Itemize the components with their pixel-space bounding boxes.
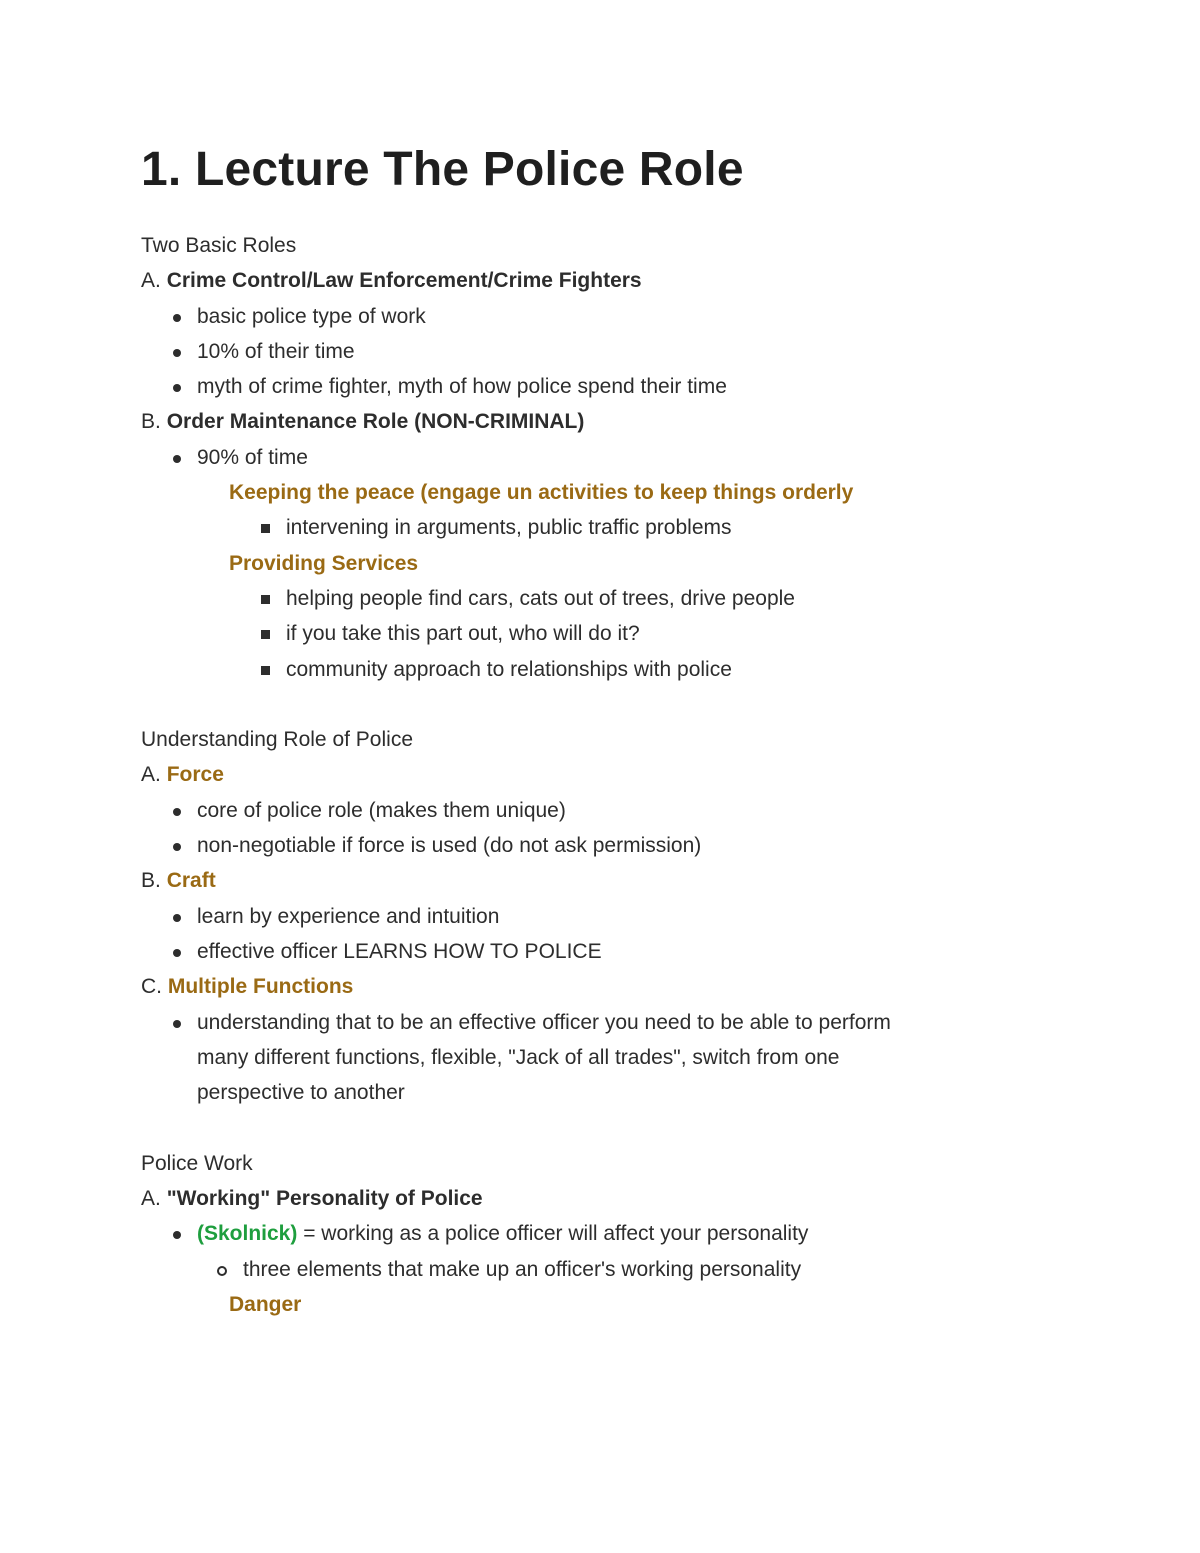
outline-item-b [141,404,1041,439]
list-item [141,1216,1041,1251]
section-heading-police-work: Police Work [141,1151,253,1175]
list-item [141,334,1041,369]
outline-title: "Working" Personality of Police [166,1187,483,1211]
outline-title: Multiple Functions [167,975,354,999]
list-item-text: core of police role (makes them unique) [197,798,566,822]
list-item-continuation: many different functions, flexible, "Jack of all trades", switch from one [197,1045,840,1069]
outline-prefix: C. [141,975,168,999]
outline-item-a [141,263,1041,298]
square-bullet-icon [261,524,270,533]
bullet-icon [173,914,181,922]
spacer [141,1110,1041,1145]
outline-prefix: A. [141,763,167,787]
list-item-text: non-negotiable if force is used (do not ask permission) [197,834,702,858]
outline-prefix: A. [141,269,167,293]
list-item [141,440,1041,475]
list-item [141,1005,1041,1040]
list-item [141,510,1041,545]
list-item [141,899,1041,934]
list-item-text: if you take this part out, who will do it? [286,622,640,646]
list-item [141,828,1041,863]
skolnick-label: (Skolnick) [197,1222,298,1246]
list-item-text: myth of crime fighter, myth of how police spend their time [197,375,727,399]
list-item-text: three elements that make up an officer's working personality [243,1257,802,1281]
square-bullet-icon [261,595,270,604]
list-item-text: helping people find cars, cats out of trees, drive people [286,586,795,610]
outline-item-c [141,969,1041,1004]
bullet-icon [173,384,181,392]
outline-prefix: B. [141,869,167,893]
square-bullet-icon [261,630,270,639]
outline-title: Crime Control/Law Enforcement/Crime Fighters [166,269,642,293]
notes-body [141,228,1041,1322]
list-item [141,793,1041,828]
outline-item-a [141,1181,1041,1216]
list-item-text: intervening in arguments, public traffic problems [286,516,732,540]
list-item-text: effective officer LEARNS HOW TO POLICE [197,939,602,963]
list-item-text: basic police type of work [197,304,426,328]
list-item [141,1252,1041,1287]
bullet-icon [173,808,181,816]
bullet-icon [173,1020,181,1028]
list-item [141,934,1041,969]
outline-title: Craft [166,869,216,893]
bullet-icon [173,949,181,957]
list-item [141,299,1041,334]
outline-title: Order Maintenance Role (NON-CRIMINAL) [166,410,585,434]
list-item-text: 10% of their time [197,339,355,363]
outline-item-b [141,863,1041,898]
bullet-icon [173,1231,181,1239]
section-heading-two-basic-roles: Two Basic Roles [141,234,297,257]
list-item-text: learn by experience and intuition [197,904,500,928]
list-item-text: 90% of time [197,445,308,469]
hollow-bullet-icon [217,1266,227,1276]
list-item-text: = working as a police officer will affect your personality [297,1222,809,1246]
section-heading-understanding-role: Understanding Role of Police [141,728,413,752]
outline-title: Force [166,763,224,787]
subheading-danger: Danger [229,1292,302,1316]
outline-prefix: B. [141,410,167,434]
list-item [141,581,1041,616]
outline-item-a [141,757,1041,792]
list-item-text: understanding that to be an effective officer you need to be able to perform [197,1010,891,1034]
bullet-icon [173,349,181,357]
list-item [141,616,1041,651]
list-item-continuation: perspective to another [197,1081,405,1105]
square-bullet-icon [261,666,270,675]
bullet-icon [173,455,181,463]
page-title: 1. Lecture The Police Role [141,143,744,196]
list-item [141,652,1041,687]
outline-prefix: A. [141,1187,167,1211]
spacer [141,687,1041,722]
bullet-icon [173,843,181,851]
subheading-keeping-the-peace: Keeping the peace (engage un activities to keep things orderly [229,481,854,505]
list-item-text: community approach to relationships with police [286,657,732,681]
bullet-icon [173,314,181,322]
list-item [141,369,1041,404]
subheading-providing-services: Providing Services [229,551,419,575]
